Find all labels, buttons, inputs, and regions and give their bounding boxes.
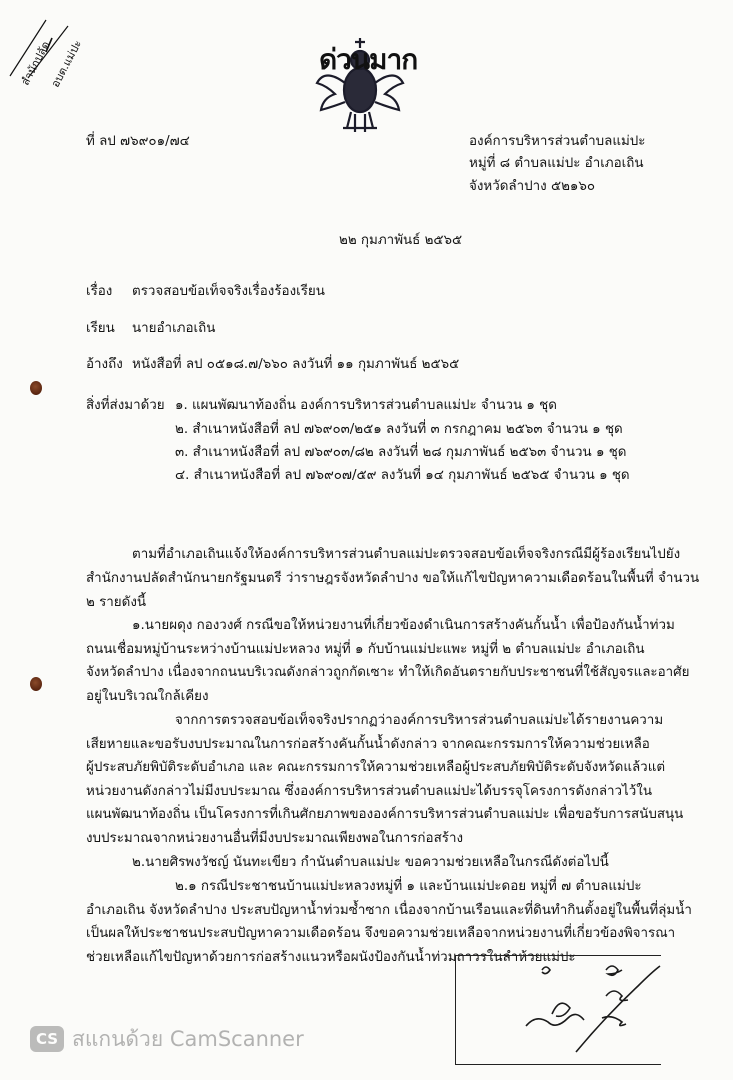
body-line: ผู้ประสบภัยพิบัติระดับอำเภอ และ คณะกรรมการให้ความช่วยเหลือผู้ประสบภัยพิบัติระดับจังหวัดแล้วแต่ (86, 760, 666, 775)
body-line: สำนักงานปลัดสำนักนายกรัฐมนตรี ว่าราษฎรจังหวัดลำปาง ขอให้แก้ไขปัญหาความเดือดร้อนในพื้นที่ จำนวน (86, 571, 700, 586)
body-line: ช่วยเหลือแก้ไขปัญหาด้วยการก่อสร้างแนวหรือผนังป้องกันน้ำท่วมถาวรในลำห้วยแม่ปะ (86, 950, 576, 965)
enclosure-item: ๒. สำเนาหนังสือที่ ลป ๗๖๙๐๓/๒๕๑ ลงวันที่ ๓ กรกฎาคม ๒๕๖๓ จำนวน ๑ ชุด (175, 422, 623, 437)
received-stamp (6, 18, 96, 90)
body-line: ถนนเชื่อมหมู่บ้านระหว่างบ้านแม่ปะหลวง หมู่ที่ ๑ กับบ้านแม่ปะแพะ หมู่ที่ ๒ ตำบลแม่ปะ อำเภอเถิน (86, 642, 645, 657)
address-line-1: องค์การบริหารส่วนตำบลแม่ปะ (469, 134, 646, 149)
body-line: เสียหายและขอรับงบประมาณในการก่อสร้างคันกั้นน้ำดังกล่าว จากคณะกรรมการให้ความช่วยเหลือ (86, 737, 650, 752)
enclosure-item: ๓. สำเนาหนังสือที่ ลป ๗๖๙๐๓/๘๒ ลงวันที่ ๒๘ กุมภาพันธ์ ๒๕๖๓ จำนวน ๑ ชุด (175, 445, 627, 460)
stamp-line-1: สำนักปลัด (18, 39, 53, 88)
enclosure-item: ๔. สำเนาหนังสือที่ ลป ๗๖๙๐๗/๕๙ ลงวันที่ ๑๔ กุมภาพันธ์ ๒๕๖๕ จำนวน ๑ ชุด (175, 468, 630, 483)
recipient-text: นายอำเภอเถิน (132, 321, 216, 336)
initials-box (455, 955, 661, 1065)
subject-label: เรื่อง (86, 284, 113, 299)
body-line: ๑.นายผดุง กองวงศ์ กรณีขอให้หน่วยงานที่เกี่ยวข้องดำเนินการสร้างคันกั้นน้ำ เพื่อป้องกันน้ำท่วม (132, 618, 675, 633)
reference-number: ที่ ลป ๗๖๙๐๑/๗๔ (86, 134, 190, 149)
body-line: ๒.๑ กรณีประชาชนบ้านแม่ปะหลวงหมู่ที่ ๑ และบ้านแม่ปะดอย หมู่ที่ ๗ ตำบลแม่ปะ (175, 879, 642, 894)
garuda-emblem (305, 28, 418, 138)
body-line: งบประมาณจากหน่วยงานอื่นที่มีงบประมาณเพียงพอในการก่อสร้าง (86, 831, 464, 846)
body-line: จากการตรวจสอบข้อเท็จจริงปรากฏว่าองค์การบริหารส่วนตำบลแม่ปะได้รายงานความ (175, 713, 664, 728)
body-line: อยู่ในบริเวณใกล้เคียง (86, 689, 209, 704)
camscanner-watermark (30, 1024, 304, 1054)
body-line: เป็นผลให้ประชาชนประสบปัญหาความเดือดร้อน จึงขอความช่วยเหลือจากหน่วยงานที่เกี่ยวข้องพิจารณา (86, 926, 676, 941)
punch-hole (30, 677, 42, 691)
body-line: อำเภอเถิน จังหวัดลำปาง ประสบปัญหาน้ำท่วมซ้ำซาก เนื่องจากบ้านเรือนและที่ดินทำกินตั้งอยู่ในพื้นที่ลุ่มน้ำ (86, 903, 692, 918)
body-line: จังหวัดลำปาง เนื่องจากถนนบริเวณดังกล่าวถูกกัดเซาะ ทำให้เกิดอันตรายกับประชาชนที่ใช้สัญจรและอาศัย (86, 665, 690, 680)
urgent-stamp: ด่วนมาก (319, 43, 418, 76)
body-line: หน่วยงานดังกล่าวไม่มีงบประมาณ ซึ่งองค์การบริหารส่วนตำบลแม่ปะได้บรรจุโครงการดังกล่าวไว้ใน (86, 784, 653, 799)
reference-label: อ้างถึง (86, 357, 123, 372)
address-line-3: จังหวัดลำปาง ๕๒๑๖๐ (469, 179, 596, 194)
punch-hole (30, 381, 42, 395)
recipient-label: เรียน (86, 321, 115, 336)
letter-date: ๒๒ กุมภาพันธ์ ๒๕๖๕ (339, 233, 463, 248)
address-line-2: หมู่ที่ ๘ ตำบลแม่ปะ อำเภอเถิน (469, 156, 644, 171)
watermark-text: สแกนด้วย CamScanner (72, 1026, 304, 1051)
body-line: ๒ รายดังนี้ (86, 595, 147, 610)
body-line: ๒.นายศิรพงวัชญ์ นันทะเขียว กำนันตำบลแม่ปะ ขอความช่วยเหลือในกรณีดังต่อไปนี้ (132, 855, 609, 870)
subject-text: ตรวจสอบข้อเท็จจริงเรื่องร้องเรียน (132, 284, 325, 299)
handwritten-initials-icon (456, 956, 661, 1064)
body-line: แผนพัฒนาท้องถิ่น เป็นโครงการที่เกินศักยภาพขององค์การบริหารส่วนตำบลแม่ปะ เพื่อขอรับการสนับสนุน (86, 807, 684, 822)
body-line: ตามที่อำเภอเถินแจ้งให้องค์การบริหารส่วนตำบลแม่ปะตรวจสอบข้อเท็จจริงกรณีมีผู้ร้องเรียนไปยัง (132, 547, 681, 562)
camscanner-logo-icon: CS (30, 1026, 64, 1052)
enclosure-item: ๑. แผนพัฒนาท้องถิ่น องค์การบริหารส่วนตำบลแม่ปะ จำนวน ๑ ชุด (175, 398, 557, 413)
enclosures-label: สิ่งที่ส่งมาด้วย (86, 398, 165, 413)
stamp-line-2: อบต.แม่ปะ (48, 37, 85, 90)
reference-text: หนังสือที่ ลป ๐๕๑๘.๗/๖๖๐ ลงวันที่ ๑๑ กุมภาพันธ์ ๒๕๖๕ (132, 357, 460, 372)
